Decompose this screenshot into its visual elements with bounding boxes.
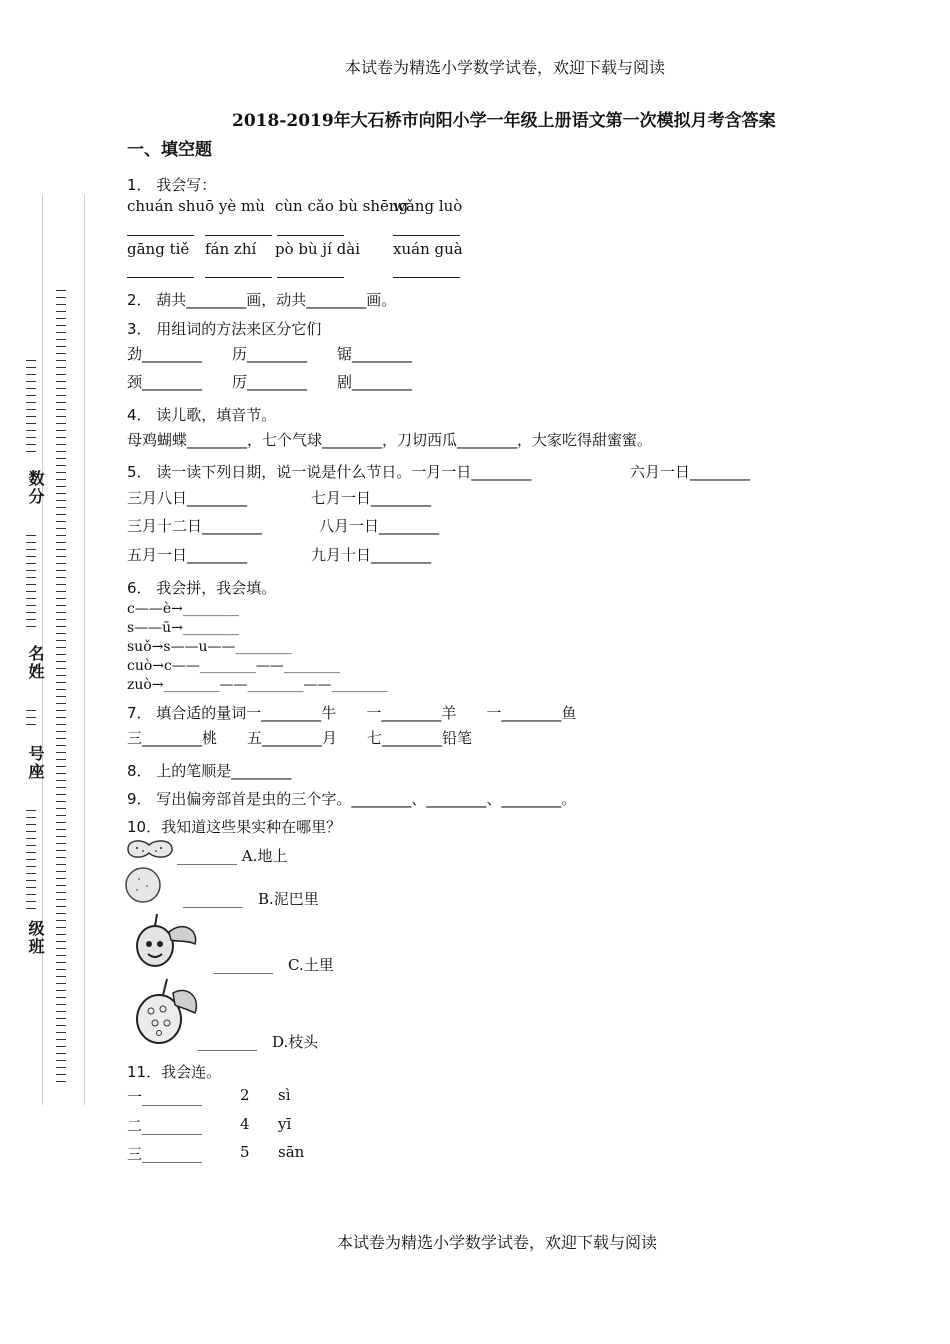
q6-line: s——ū→________ — [127, 620, 239, 636]
q3-item: 剧________ — [337, 373, 413, 391]
q10-option-d: ________ D.枝头 — [197, 1033, 319, 1051]
q1-pinyin-5: fán zhí — [205, 240, 257, 258]
lotus-root-icon — [133, 975, 203, 1047]
q3-item: 锯________ — [337, 345, 413, 363]
q10-option-c: ________ C.土里 — [213, 956, 334, 974]
q11-pinyin: sì — [278, 1086, 291, 1104]
orange-icon — [124, 866, 164, 904]
dash-column — [56, 290, 68, 1088]
q10-option-a: ________ A.地上 — [177, 847, 288, 865]
dash-segment-1 — [26, 535, 38, 633]
q9: 9． 写出偏旁部首是虫的三个字。________、________、________。 — [127, 790, 577, 808]
q6-line: c——è→________ — [127, 601, 239, 617]
q6-prompt: 6． 我会拼，我会填。 — [127, 579, 277, 597]
q5-item: 七月一日________ — [311, 489, 432, 507]
q4-prompt: 4． 读儿歌，填音节。 — [127, 406, 277, 424]
q1-pinyin-6: pò bù jí dài — [275, 240, 360, 258]
persimmon-fruit-icon — [133, 910, 203, 970]
q3-item: 厉________ — [232, 373, 308, 391]
q11-number: 2 — [240, 1086, 250, 1104]
q7-row1: 7． 填合适的量词一________牛 一________羊 一________鱼 — [127, 704, 577, 722]
q6-line: zuò→________——________——________ — [127, 677, 388, 693]
q7-row2: 三________桃 五________月 七________铅笔 — [127, 729, 473, 747]
q1-pinyin-3: wǎng luò — [393, 197, 463, 215]
side-label-seat: 号座 — [26, 745, 45, 781]
q3-item: 颈________ — [127, 373, 203, 391]
q1-pinyin-2: cùn cǎo bù shēng — [275, 197, 409, 215]
q2: 2． 葫共________画，动共________画。 — [127, 291, 397, 309]
q5-item: 六月一日________ — [630, 463, 751, 481]
section-heading: 一、填空题 — [127, 140, 212, 160]
q3-item: 劲________ — [127, 345, 203, 363]
page-header: 本试卷为精选小学数学试卷，欢迎下载与阅读 — [345, 58, 666, 77]
q1-prompt: 1． 我会写： — [127, 176, 217, 194]
q5-item: 五月一日________ — [127, 546, 248, 564]
q1-answer-line[interactable] — [205, 277, 272, 278]
dash-segment-3 — [26, 810, 38, 915]
q1-pinyin-4: gāng tiě — [127, 240, 190, 258]
q5-prompt: 5． 读一读下列日期，说一说是什么节日。一月一日________ — [127, 463, 532, 481]
binding-border-right — [84, 195, 85, 1105]
side-label-class: 级班 — [26, 920, 45, 956]
q1-pinyin-1: chuán shuō yè mù — [127, 197, 265, 215]
q8: 8． 上的笔顺是________ — [127, 762, 292, 780]
q1-answer-line[interactable] — [277, 277, 344, 278]
page-footer: 本试卷为精选小学数学试卷，欢迎下载与阅读 — [337, 1233, 658, 1252]
q5-item: 九月十日________ — [311, 546, 432, 564]
side-label-name: 名姓 — [26, 645, 45, 681]
q3-item: 历________ — [232, 345, 308, 363]
q5-item: 三月十二日________ — [127, 517, 263, 535]
q4-text: 母鸡蝴蝶________，七个气球________，刀切西瓜________，大家吃得甜蜜蜜。 — [127, 431, 653, 449]
peanut-icon — [125, 836, 175, 862]
q3-prompt: 3． 用组词的方法来区分它们 — [127, 320, 322, 338]
q1-answer-line[interactable] — [205, 235, 272, 236]
document-title: 2018-2019年大石桥市向阳小学一年级上册语文第一次模拟月考含答案 — [232, 111, 776, 131]
q10-prompt: 10．我知道这些果实种在哪里？ — [127, 818, 342, 836]
q10-option-b: ________ B.泥巴里 — [183, 890, 319, 908]
q1-answer-line[interactable] — [393, 235, 460, 236]
q6-line: cuò→c——________——________ — [127, 658, 340, 674]
q11-pinyin: sān — [278, 1143, 305, 1161]
q5-item: 三月八日________ — [127, 489, 248, 507]
dash-column-inner — [26, 360, 38, 458]
q11-pinyin: yī — [278, 1115, 292, 1133]
q11-item: 二________ — [127, 1117, 203, 1135]
q11-prompt: 11．我会连。 — [127, 1063, 222, 1081]
side-label-score: 数分 — [26, 470, 45, 506]
q11-item: 一________ — [127, 1088, 203, 1106]
q11-item: 三________ — [127, 1145, 203, 1163]
q6-line: suǒ→s——u——________ — [127, 639, 292, 655]
q1-answer-line[interactable] — [277, 235, 344, 236]
q5-item: 八月一日________ — [319, 517, 440, 535]
q1-answer-line[interactable] — [393, 277, 460, 278]
q11-number: 4 — [240, 1115, 250, 1133]
q1-answer-line[interactable] — [127, 277, 194, 278]
q1-answer-line[interactable] — [127, 235, 194, 236]
dash-segment-2 — [26, 710, 38, 731]
q1-pinyin-7: xuán guà — [393, 240, 463, 258]
q11-number: 5 — [240, 1143, 250, 1161]
